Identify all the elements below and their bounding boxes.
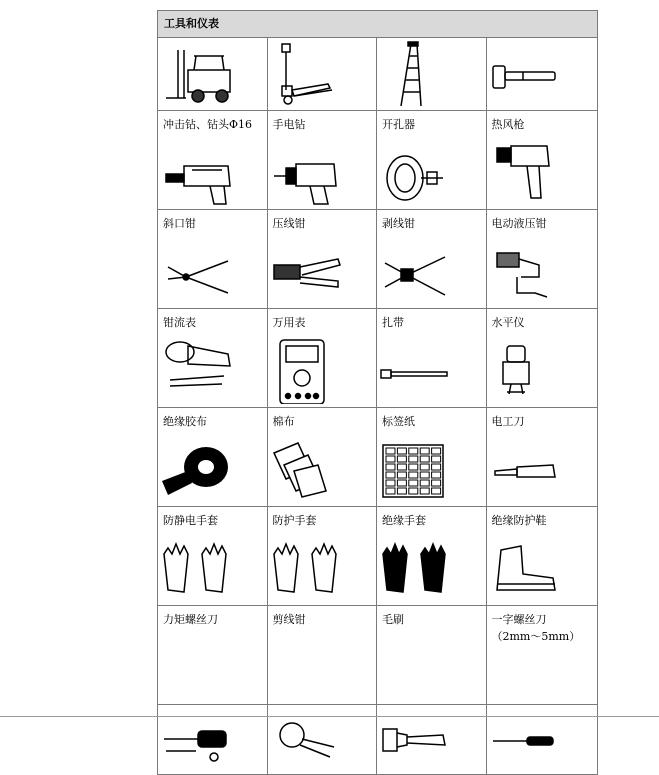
table-cell [158,210,268,308]
table-cell [377,111,487,209]
rubber-mallet-icon [487,40,597,108]
table-cell [377,309,487,407]
table-row [158,606,597,705]
hammer-drill-icon [158,138,268,206]
cable-tie-icon [377,336,487,404]
table-cell [377,38,487,110]
diagonal-pliers-icon [158,237,268,305]
tools-table [157,10,598,775]
tool-label: 标签纸 [382,415,415,428]
ladder-icon [377,40,487,108]
tool-label: 剪线钳 [272,613,306,626]
tool-label: 手电钻 [272,118,306,131]
tool-label: 电工刀 [491,415,525,428]
table-cell [268,210,378,308]
tool-label: 斜口钳 [163,217,196,230]
tool-label: 扎带 [382,316,404,329]
forklift-icon [158,40,268,108]
table-cell [158,309,268,407]
pallet-jack-icon [268,40,378,108]
table-cell [377,606,487,704]
electric-drill-icon [268,138,378,206]
tool-label: 力矩螺丝刀 [163,613,218,626]
tool-label: 绝缘手套 [382,514,426,527]
table-cell [487,408,598,506]
tool-label: 压线钳 [272,217,306,230]
crimping-tool-icon [268,237,378,305]
insulated-gloves-icon [377,534,487,602]
table-row [158,111,597,210]
wire-stripper-icon [377,237,487,305]
table-cell [158,408,268,506]
tool-label: 防静电手套 [163,514,218,527]
table-cell [268,408,378,506]
cotton-cloth-icon [268,435,378,503]
table-row [158,507,597,606]
table-cell [268,507,378,605]
table-cell [268,38,378,110]
tool-size-note: （2mm～5mm） [491,630,581,643]
table-cell [377,507,487,605]
table-cell [158,111,268,209]
table-cell [268,606,378,704]
label-sheet-icon [377,435,487,503]
tool-label: 热风枪 [491,118,525,131]
page-divider [0,716,659,717]
table-row [158,408,597,507]
tool-label: 剥线钳 [382,217,415,230]
tool-label: 开孔器 [382,118,415,131]
tool-label: 绝缘防护鞋 [491,514,547,527]
table-cell [487,309,598,407]
table-cell [377,210,487,308]
laser-level-icon [487,336,597,404]
utility-knife-icon [487,435,597,503]
insulating-tape-icon [158,435,268,503]
table-cell [487,210,598,308]
table-cell [158,38,268,110]
tool-label: 一字螺丝刀 [491,613,547,626]
tool-label: 防护手套 [272,514,317,527]
table-cell [487,38,598,110]
tool-label: 冲击钻、钻头Φ16 [163,118,253,131]
table-cell [268,309,378,407]
protective-gloves-icon [268,534,378,602]
table-cell [487,111,598,209]
tool-label: 钳流表 [163,316,196,329]
tool-label: 毛刷 [382,613,404,626]
hydraulic-crimper-icon [487,237,597,305]
tool-label: 电动液压钳 [491,217,547,230]
table-cell [377,408,487,506]
table-header: 工具和仪表 [158,11,597,38]
table-cell [268,111,378,209]
table-row [158,38,597,111]
table-row [158,210,597,309]
heat-gun-icon [487,138,597,206]
insulated-boots-icon [487,534,597,602]
hole-saw-icon [377,138,487,206]
table-cell [487,606,598,704]
tool-label: 水平仪 [491,316,525,329]
table-cell [158,507,268,605]
tool-label: 绝缘胶布 [163,415,207,428]
multimeter-icon [268,336,378,404]
table-cell [158,606,268,704]
table-row [158,309,597,408]
esd-gloves-icon [158,534,268,602]
tool-label: 万用表 [272,316,306,329]
table-cell [487,507,598,605]
tool-label: 棉布 [272,415,295,428]
clamp-meter-icon [158,336,268,404]
